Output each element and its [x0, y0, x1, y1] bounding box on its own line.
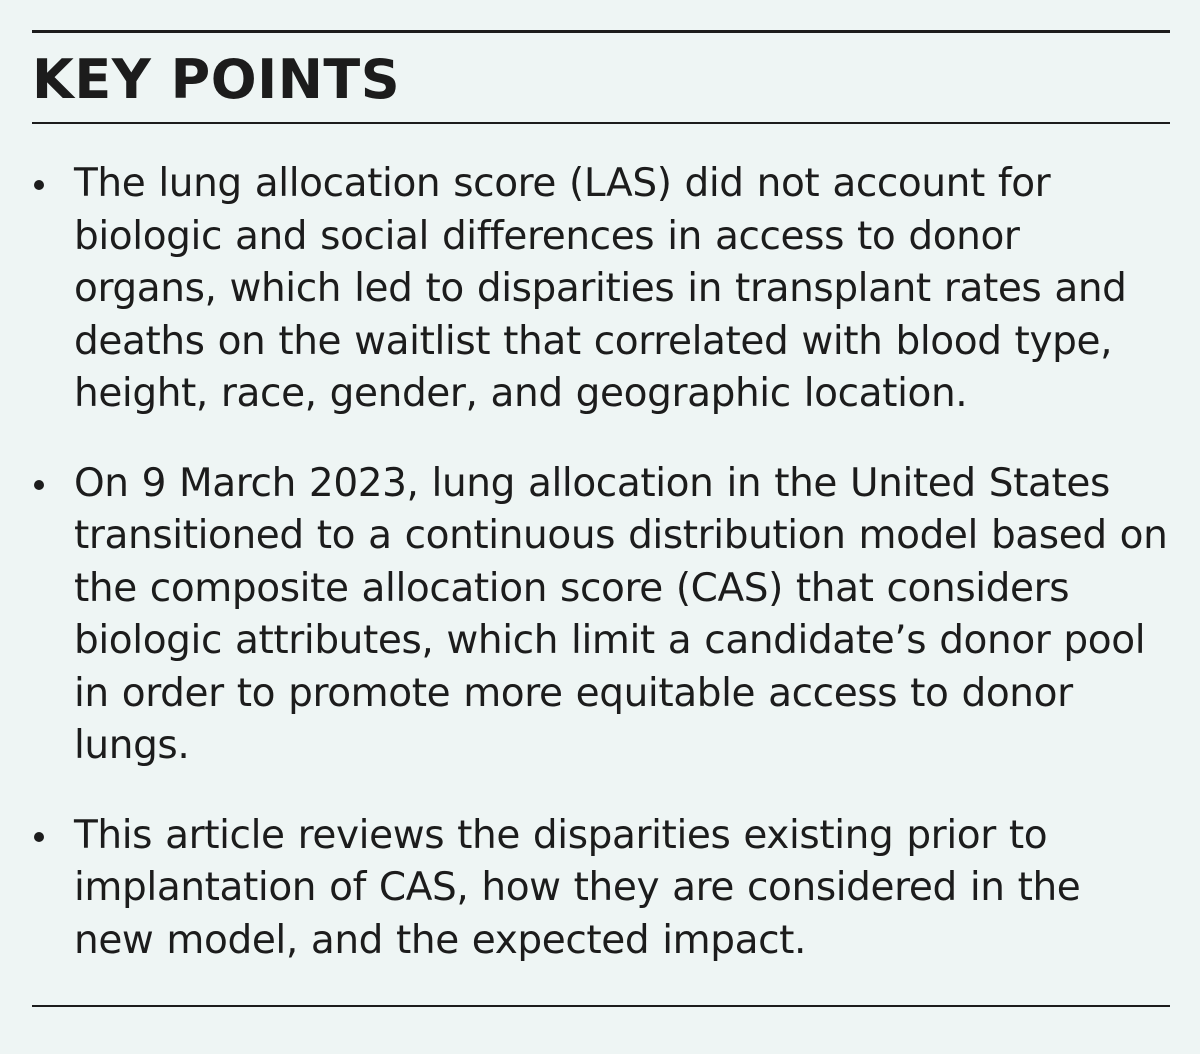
key-point-text: On 9 March 2023, lung allocation in the United States transitioned to a continuous distribution model based on the composite allocation score (CAS) that considers biologic attributes, which limit a candidate’s donor pool in order to promote more equitable access to donor lungs.	[74, 460, 1168, 768]
heading-rule	[32, 122, 1170, 124]
key-point-item	[32, 158, 1170, 421]
key-point-text: The lung allocation score (LAS) did not account for biologic and social differences in access to donor organs, which led to disparities in transplant rates and deaths on the waitlist that correlated with blood type, height, race, gender, and geographic location.	[74, 161, 1127, 416]
key-points-box	[32, 0, 1170, 1054]
bullet-icon	[34, 832, 44, 842]
key-points-list	[32, 158, 1170, 967]
bullet-icon	[34, 480, 44, 490]
key-points-heading: KEY POINTS	[32, 48, 401, 111]
key-point-item	[32, 810, 1170, 968]
key-point-item	[32, 458, 1170, 773]
key-point-text: This article reviews the disparities existing prior to implantation of CAS, how they are considered in the new model, and the expected impact.	[74, 812, 1081, 963]
top-rule	[32, 30, 1170, 33]
bottom-rule	[32, 1005, 1170, 1007]
bullet-icon	[34, 180, 44, 190]
